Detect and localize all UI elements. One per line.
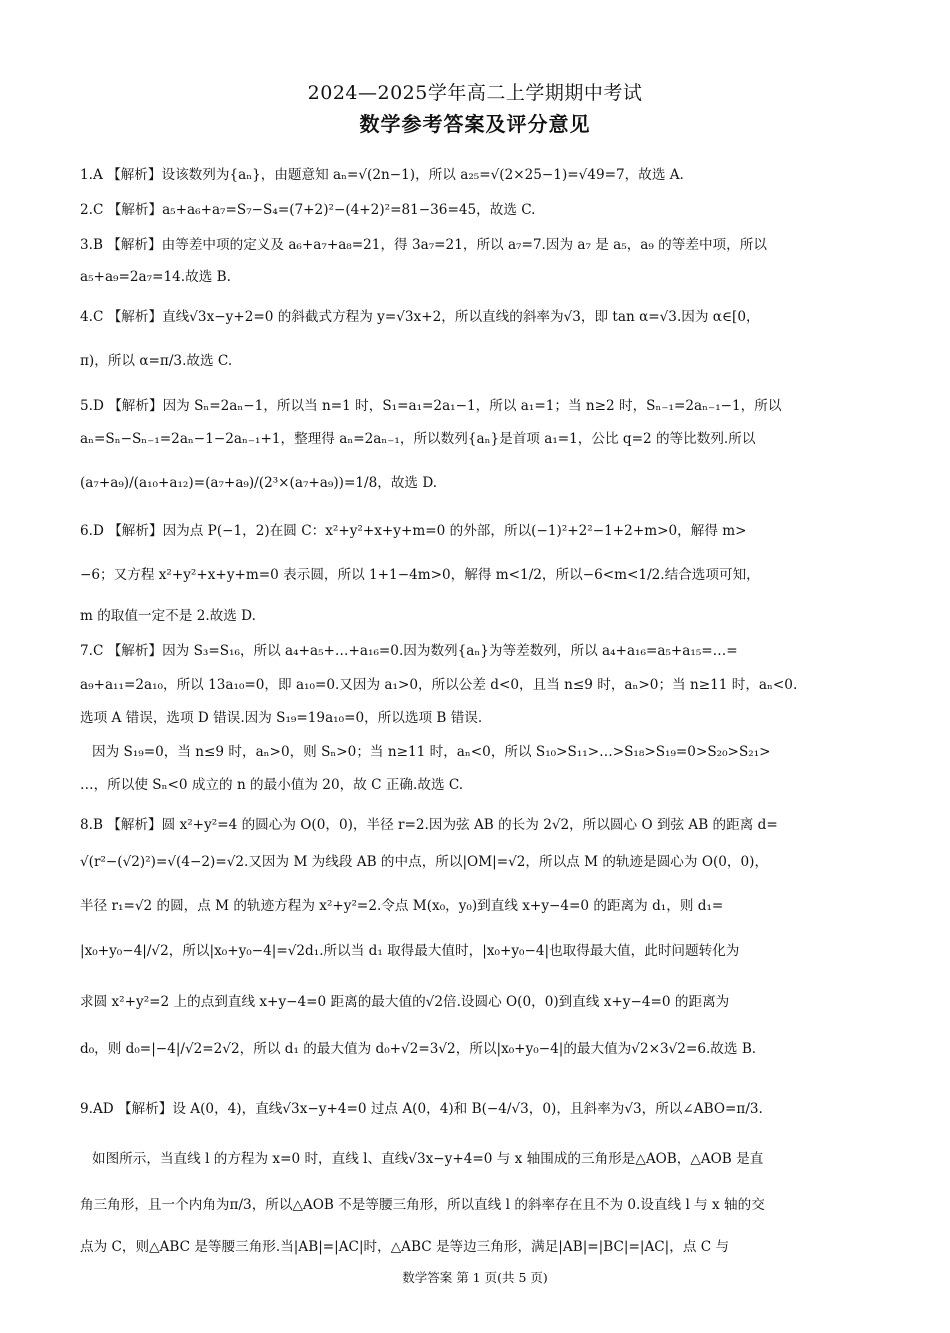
- page-title: 2024—2025学年高二上学期期中考试: [307, 82, 643, 104]
- answer-line: 6.D 【解析】因为点 P(−1，2)在圆 C：x²+y²+x+y+m=0 的外部，所以(−1)²+2²−1+2+m>0，解得 m>: [80, 523, 747, 539]
- answer-line: a₉+a₁₁=2a₁₀，所以 13a₁₀=0，即 a₁₀=0.又因为 a₁>0，所以公差 d<0，且当 n≤9 时，aₙ>0；当 n≥11 时，aₙ<0.: [80, 677, 798, 693]
- answer-line: −6；又方程 x²+y²+x+y+m=0 表示圆，所以 1+1−4m>0，解得 m<1/2，所以−6<m<1/2.结合选项可知，: [80, 567, 760, 583]
- answer-line: d₀，则 d₀=|−4|/√2=2√2，所以 d₁ 的最大值为 d₀+√2=3√2，所以|x₀+y₀−4|的最大值为√2×3√2=6.故选 B.: [80, 1041, 757, 1057]
- answer-line: 2.C 【解析】a₅+a₆+a₇=S₇−S₄=(7+2)²−(4+2)²=81−36=45，故选 C.: [80, 202, 536, 218]
- answer-line: 4.C 【解析】直线√3x−y+2=0 的斜截式方程为 y=√3x+2，所以直线的斜率为√3，即 tan α=√3.因为 α∈[0，: [80, 309, 760, 325]
- answer-line: a₅+a₉=2a₇=14.故选 B.: [80, 269, 231, 285]
- answer-line: √(r²−(√2)²)=√(4−2)=√2.又因为 M 为线段 AB 的中点，所以|OM|=√2，所以点 M 的轨迹是圆心为 O(0，0)，: [80, 854, 769, 870]
- answer-line: 1.A 【解析】设该数列为{aₙ}，由题意知 aₙ=√(2n−1)，所以 a₂₅=√(2×25−1)=√49=7，故选 A.: [80, 167, 684, 183]
- answer-line: π)，所以 α=π/3.故选 C.: [80, 353, 233, 369]
- answer-line: |x₀+y₀−4|/√2，所以|x₀+y₀−4|=√2d₁.所以当 d₁ 取得最大值时，|x₀+y₀−4|也取得最大值，此时问题转化为: [80, 943, 740, 959]
- page-footer: 数学答案 第 1 页(共 5 页): [402, 1270, 548, 1285]
- answer-line: 3.B 【解析】由等差中项的定义及 a₆+a₇+a₈=21，得 3a₇=21，所以 a₇=7.因为 a₇ 是 a₅，a₉ 的等差中项，所以: [80, 237, 767, 253]
- answer-line: 选项 A 错误，选项 D 错误.因为 S₁₉=19a₁₀=0，所以选项 B 错误.: [80, 710, 483, 726]
- answer-line: 点为 C，则△ABC 是等腰三角形.当|AB|=|AC|时，△ABC 是等边三角形，满足|AB|=|BC|=|AC|，点 C 与: [80, 1239, 730, 1255]
- answer-line: 因为 S₁₉=0，当 n≤9 时，aₙ>0，则 Sₙ>0；当 n≥11 时，aₙ<0，所以 S₁₀>S₁₁>…>S₁₈>S₁₉=0>S₂₀>S₂₁>: [92, 744, 771, 760]
- answer-line: 9.AD 【解析】设 A(0，4)，直线√3x−y+4=0 过点 A(0，4)和 B(−4/√3，0)，且斜率为√3，所以∠ABO=π/3.: [80, 1101, 763, 1117]
- answer-line: (a₇+a₉)/(a₁₀+a₁₂)=(a₇+a₉)/(2³×(a₇+a₉))=1/8，故选 D.: [80, 475, 438, 491]
- answer-line: …，所以使 Sₙ<0 成立的 n 的最小值为 20，故 C 正确.故选 C.: [80, 777, 464, 793]
- answer-line: 求圆 x²+y²=2 上的点到直线 x+y−4=0 距离的最大值的√2倍.设圆心 O(0，0)到直线 x+y−4=0 的距离为: [80, 994, 730, 1010]
- answer-line: aₙ=Sₙ−Sₙ₋₁=2aₙ−1−2aₙ₋₁+1，整理得 aₙ=2aₙ₋₁，所以数列{aₙ}是首项 a₁=1，公比 q=2 的等比数列.所以: [80, 431, 756, 447]
- answer-line: 如图所示，当直线 l 的方程为 x=0 时，直线 l、直线√3x−y+4=0 与 x 轴围成的三角形是△AOB，△AOB 是直: [92, 1151, 764, 1167]
- page-subtitle: 数学参考答案及评分意见: [359, 112, 591, 136]
- answer-line: 半径 r₁=√2 的圆，点 M 的轨迹方程为 x²+y²=2.令点 M(x₀，y₀)到直线 x+y−4=0 的距离为 d₁，则 d₁=: [80, 898, 724, 914]
- answer-line: 角三角形，且一个内角为π/3，所以△AOB 不是等腰三角形，所以直线 l 的斜率存在且不为 0.设直线 l 与 x 轴的交: [80, 1197, 765, 1213]
- answer-line: 7.C 【解析】因为 S₃=S₁₆，所以 a₄+a₅+…+a₁₆=0.因为数列{aₙ}为等差数列，所以 a₄+a₁₆=a₅+a₁₅=…=: [80, 643, 738, 659]
- answer-line: 8.B 【解析】圆 x²+y²=4 的圆心为 O(0，0)，半径 r=2.因为弦 AB 的长为 2√2，所以圆心 O 到弦 AB 的距离 d=: [80, 817, 778, 833]
- answer-line: 5.D 【解析】因为 Sₙ=2aₙ−1，所以当 n=1 时，S₁=a₁=2a₁−1，所以 a₁=1；当 n≥2 时，Sₙ₋₁=2aₙ₋₁−1，所以: [80, 398, 782, 414]
- answer-line: m 的取值一定不是 2.故选 D.: [80, 608, 256, 624]
